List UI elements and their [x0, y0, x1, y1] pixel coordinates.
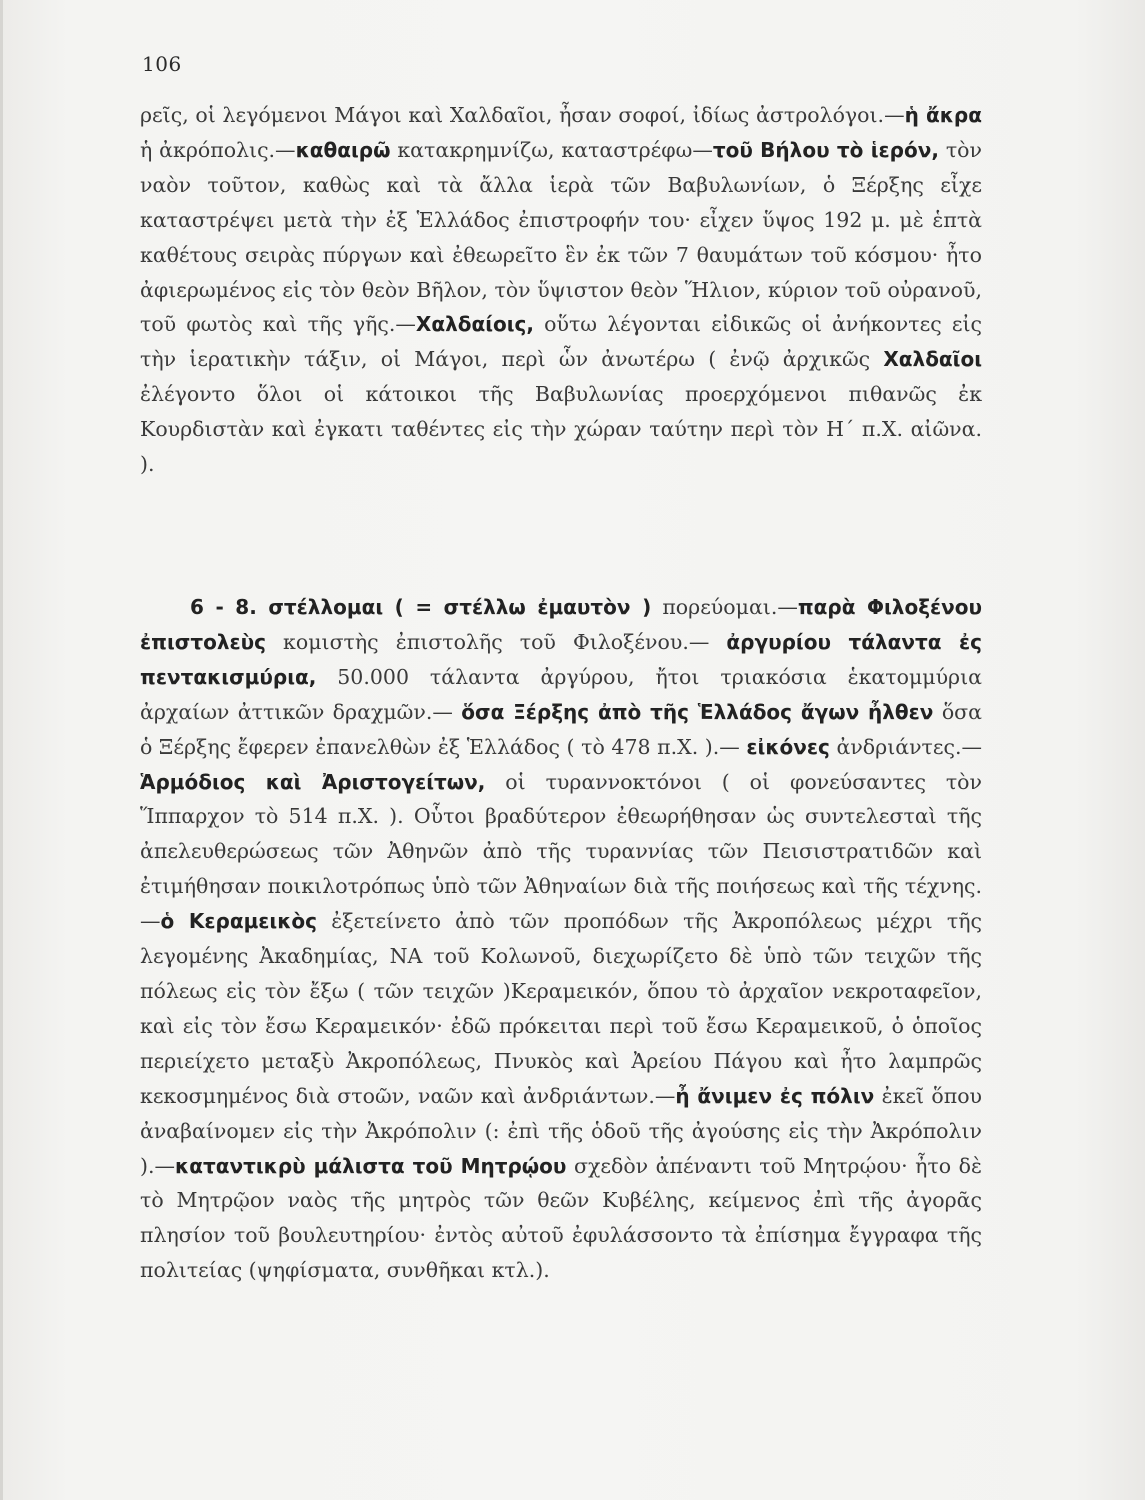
gloss-text: ρεῖς, οἱ λεγόμενοι Μάγοι καὶ Χαλδαῖοι, ἦσαν σοφοί, ἰδίως ἀστρολόγοι.—	[140, 103, 905, 127]
commentary-paragraph-1	[140, 98, 982, 482]
gloss-text: ἐξετείνετο ἀπὸ τῶν προπόδων τῆς Ἀκροπόλεως μέχρι τῆς λεγομένης Ἀκαδημίας, ΝΑ τοῦ Κολωνοῦ, διεχωρίζετο δὲ ὑπὸ τῶν τειχῶν τῆς πόλεως εἰς τὸν ἔξω ( τῶν τειχῶν )Κεραμεικόν, ὅπου τὸ ἀρχαῖον νεκροταφεῖον, καὶ εἰς τὸν ἔσω Κεραμεικόν· ἐδῶ πρόκειται περὶ τοῦ ἔσω Κεραμεικοῦ, ὁ ὁποῖος περιείχετο μεταξὺ Ἀκροπόλεως, Πνυκὸς καὶ Ἀρείου Πάγου καὶ ἦτο λαμπρῶς κεκοσμημένος διὰ στοῶν, ναῶν καὶ ἀνδριάντων.—	[140, 909, 982, 1108]
lemma-term: τοῦ Βήλου τὸ ἱερόν,	[712, 137, 939, 162]
lemma-term: ὁ Κεραμεικὸς	[160, 909, 318, 934]
lemma-term: ἦ ἄνιμεν ἐς πόλιν	[675, 1083, 875, 1108]
gloss-text: ἀνδριάντες.—	[829, 734, 982, 759]
lemma-term: Χαλδαίοις,	[415, 312, 534, 337]
gloss-text: 50.000 τάλαντα ἀργύρου, ἤτοι τριακόσια ἑκατομμύρια ἀρχαίων ἀττικῶν δραχμῶν.—	[140, 664, 982, 724]
lemma-term: παρὰ Φιλοξένου ἐπιστολεὺς	[140, 595, 983, 654]
gloss-text: ἐλέγοντο ὅλοι οἱ κάτοικοι τῆς Βαβυλωνίας προερχόμενοι πιθανῶς ἐκ Κουρδιστὰν καὶ ἐγκατι ταθέντες εἰς τὴν χώραν ταύτην περὶ τὸν Η΄ π.Χ. αἰῶνα. ).	[140, 382, 982, 477]
page-edge-shadow	[0, 0, 3, 1500]
commentary-paragraph-2	[140, 590, 982, 1288]
lemma-term: καθαιρῶ	[295, 137, 391, 162]
lemma-term: καταντικρὺ μάλιστα τοῦ Μητρῴου	[175, 1153, 567, 1178]
gloss-text: σχεδὸν ἀπέναντι τοῦ Μητρῴου· ἦτο δὲ τὸ Μητρῷον ναὸς τῆς μητρὸς τῶν θεῶν Κυβέλης, κείμενος ἐπὶ τῆς ἀγορᾶς πλησίον τοῦ βουλευτηρίου· ἐντὸς αὐτοῦ ἐφυλάσσοντο τὰ ἐπίσημα ἔγγραφα τῆς πολιτείας (ψηφίσματα, συνθῆκαι κτλ.).	[140, 1153, 982, 1283]
gloss-text: κατακρημνίζω, καταστρέφω—	[390, 137, 713, 162]
lemma-term: 6 - 8. στέλλομαι ( = στέλλω ἐμαυτὸν )	[190, 595, 652, 619]
lemma-term: ἀργυρίου τάλαντα ἐς πεντακισμύρια,	[140, 629, 982, 689]
gloss-text: ὅσα ὁ Ξέρξης ἔφερεν ἐπανελθὼν ἐξ Ἑλλάδος ( τὸ 478 π.Χ. ).—	[140, 699, 982, 759]
lemma-term: ὅσα Ξέρξης ἀπὸ τῆς Ἑλλάδος ἄγων ἦλθεν	[461, 699, 934, 724]
lemma-term: ἡ ἄκρα	[904, 103, 982, 127]
gloss-text: οὕτω λέγονται εἰδικῶς οἱ ἀνήκοντες εἰς τὴν ἱερατικὴν τάξιν, οἱ Μάγοι, περὶ ὧν ἀνωτέρω ( ἐνῷ ἀρχικῶς	[140, 312, 982, 372]
gloss-text: ἐκεῖ ὅπου ἀναβαίνομεν εἰς τὴν Ἀκρόπολιν (: ἐπὶ τῆς ὁδοῦ τῆς ἀγούσης εἰς τὴν Ἀκρόπολιν ).—	[140, 1083, 982, 1178]
gloss-text: οἱ τυραννοκτόνοι ( οἱ φονεύσαντες τὸν Ἵππαρχον τὸ 514 π.Χ. ). Οὗτοι βραδύτερον ἐθεωρήθησαν ὡς συντελεσταὶ τῆς ἀπελευθερώσεως τῶν Ἀθηνῶν ἀπὸ τῆς τυραννίας τῶν Πεισιστρατιδῶν καὶ ἐτιμήθησαν ποικιλοτρόπως ὑπὸ τῶν Ἀθηναίων διὰ τῆς ποιήσεως καὶ τῆς τέχνης. —	[140, 769, 982, 934]
gloss-text: τὸν ναὸν τοῦτον, καθὼς καὶ τὰ ἄλλα ἱερὰ τῶν Βαβυλωνίων, ὁ Ξέρξης εἶχε καταστρέψει μετὰ τὴν ἐξ Ἑλλάδος ἐπιστροφήν του· εἶχεν ὕψος 192 μ. μὲ ἑπτὰ καθέτους σειρὰς πύργων καὶ ἐθεωρεῖτο ἓν ἐκ τῶν 7 θαυμάτων τοῦ κόσμου· ἦτο ἀφιερωμένος εἰς τὸν θεὸν Βῆλον, τὸν ὕψιστον θεὸν Ἥλιον, κύριον τοῦ οὐρανοῦ, τοῦ φωτὸς καὶ τῆς γῆς.—	[140, 137, 982, 337]
gloss-text: κομιστὴς ἐπιστολῆς τοῦ Φιλοξένου.—	[265, 629, 727, 654]
gloss-text: πορεύομαι.—	[651, 595, 798, 619]
gloss-text: ἡ ἀκρόπολις.—	[140, 137, 296, 162]
page-number: 106	[142, 52, 182, 76]
lemma-term: Χαλδαῖοι	[883, 347, 982, 372]
lemma-term: Ἁρμόδιος καὶ Ἀριστογείτων,	[140, 769, 486, 794]
lemma-term: εἰκόνες	[746, 734, 830, 759]
